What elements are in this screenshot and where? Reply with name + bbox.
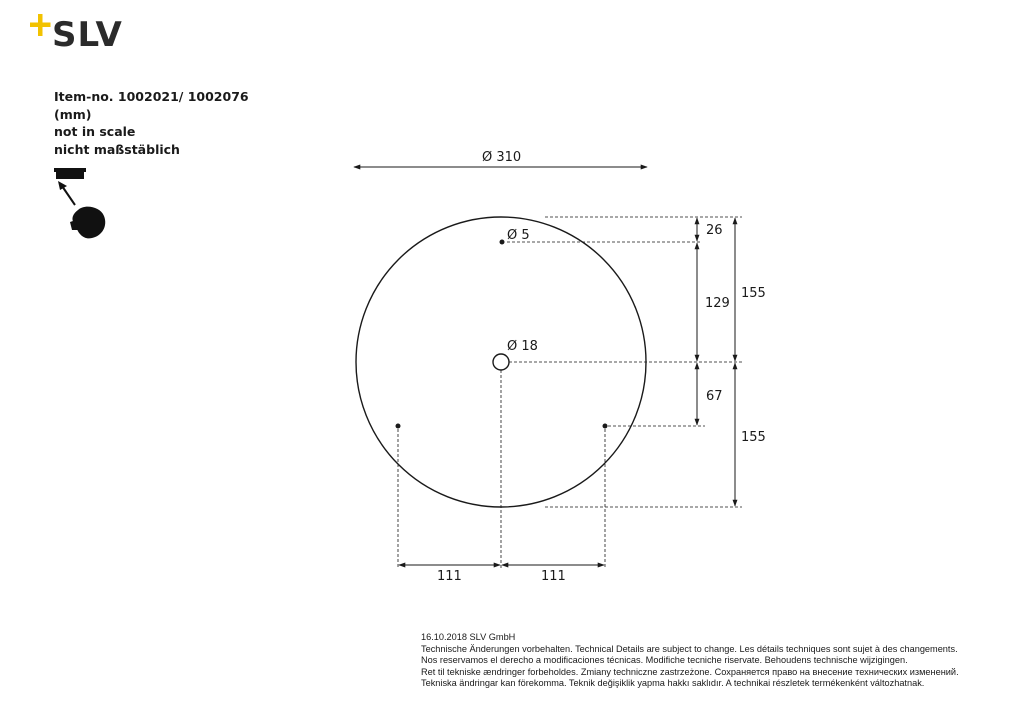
footer-line: Technische Änderungen vorbehalten. Technical Details are subject to change. Les détails techniques sont sujet à des changements. — [421, 643, 958, 654]
dim-111-right-label: 111 — [541, 569, 566, 584]
dim-155-upper-label: 155 — [741, 286, 766, 301]
scale-note-de: nicht maßstäblich — [54, 141, 180, 157]
footer-line: Nos reservamos el derecho a modificaciones técnicas. Modifiche tecniche riservate. Behoudens technische wijzigingen. — [421, 655, 908, 665]
dim-155-lower-label: 155 — [741, 430, 766, 445]
unit-label: (mm) — [54, 106, 92, 122]
dim-111-left-label: 111 — [437, 569, 462, 584]
extension-lines — [398, 217, 742, 568]
disc-outline — [356, 217, 646, 507]
small-hole-top — [500, 240, 505, 245]
logo-text: SLV — [52, 15, 123, 55]
dim-67-label: 67 — [706, 389, 723, 404]
item-number: Item-no. 1002021/ 1002076 — [54, 89, 249, 104]
footer-date-company: 16.10.2018 SLV GmbH — [421, 632, 516, 642]
center-hole-label: Ø 18 — [507, 339, 538, 354]
mount-hole-left — [396, 424, 401, 429]
scale-note-en: not in scale — [54, 124, 136, 139]
footer-line: Ret til tekniske ændringer forbeholdes. Zmiany techniczne zastrzeżone. Сохраняется право на внесение технических изменений. — [421, 666, 959, 677]
center-hole — [493, 354, 509, 370]
footer-line: Tekniska ändringar kan förekomma. Teknik değişiklik yapma hakkı saklıdır. A technikai részletek termékenként változhatnak. — [421, 678, 925, 688]
dim-129-label: 129 — [705, 296, 730, 311]
footer-disclaimer — [421, 632, 959, 690]
mount-hole-right — [603, 424, 608, 429]
outer-diameter-label: Ø 310 — [482, 150, 522, 165]
small-hole-label: Ø 5 — [507, 228, 530, 243]
dim-26-label: 26 — [706, 223, 723, 238]
